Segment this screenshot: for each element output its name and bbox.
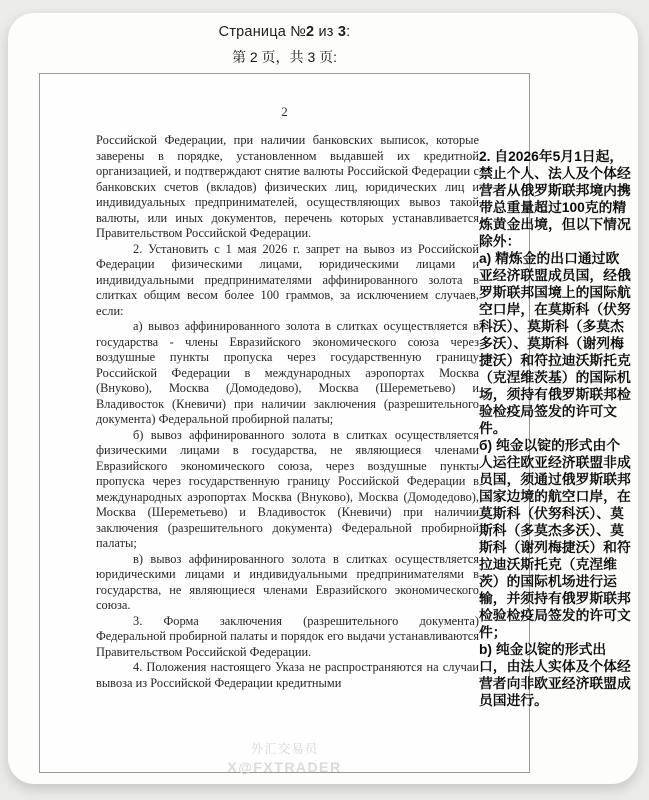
watermark-channel-name: 外汇交易员 (250, 742, 319, 756)
annotation-paragraph-2: 2. 自2026年5月1日起，禁止个人、法人及个体经营者从俄罗斯联邦境内携带总重量超过100克的精炼黄金出境，但以下情况除外： (479, 149, 631, 249)
page-indicator-ru-colon: : (346, 24, 351, 40)
page-indicator-header (39, 24, 530, 67)
annotation-paragraph-a: a) 精炼金的出口通过欧亚经济联盟成员国，经俄罗斯联邦国境上的国际航空口岸，在莫斯科（伏努科沃）、莫斯科（多莫杰多沃）、莫斯科（谢列梅捷沃）和符拉迪沃斯托克（克涅维茨基）的国际机场，须持有俄罗斯联邦检验检疫局签发的许可文件。 (479, 251, 631, 436)
page-indicator-ru-total: 3 (337, 24, 347, 40)
page-indicator-chinese: 第 2 页，共 3 页: (231, 49, 338, 65)
russian-paragraph-item-v: в) вывоз аффинированного золота в слитках осуществляется юридическими лицами и индивидуальными предпринимателями в государства, не являющиеся членами Евразийского экономического союза. (96, 551, 479, 612)
annotation-paragraph-b-cyrillic: б) 纯金以锭的形式由个人运往欧亚经济联盟非成员国，须通过俄罗斯联邦国家边境的航空口岸，在莫斯科（伏努科沃）、莫斯科（多莫杰多沃）、莫斯科（谢列梅捷沃）和符拉迪沃斯托克（克涅维茨）的国际机场进行运输，并须持有俄罗斯联邦检验检疫局签发的许可文件； (479, 438, 631, 640)
russian-document-text (96, 133, 479, 691)
document-page (39, 73, 530, 773)
russian-paragraph-item-3: 3. Форма заключения (разрешительного документа) Федеральной пробирной палаты и порядок его выдачи устанавливаются Правительством Российской Федерации. (96, 613, 479, 659)
russian-paragraph-continuation: Российской Федерации, при наличии банковских выписок, которые заверены в порядке, установленном выдавшей их кредитной организацией, и подтверждают снятие валюты Российской Федерации с банковских счетов (вкладов) физических лиц, юридических лиц и индивидуальных предпринимателей, осуществляющих вывоз такой валюты, или иных документов, перечень которых устанавливается Правительством Российской Федерации. (96, 133, 479, 240)
annotation-paragraph-b-latin: b) 纯金以锭的形式出口，由法人实体及个体经营者向非欧亚经济联盟成员国进行。 (479, 642, 631, 708)
page-indicator-ru-of: из (314, 24, 338, 40)
page-indicator-ru-prefix: Страница № (218, 24, 306, 40)
page-indicator-russian (39, 24, 530, 40)
watermark (40, 743, 529, 775)
russian-paragraph-item-a: а) вывоз аффинированного золота в слитках осуществляется в государства - члены Евразийского экономического союза через воздушные пункты пропуска через государственную границу Российской Федерации в международных аэропортах Москва (Внуково), Москва (Домодедово), Москва (Шереметьево) и Владивосток (Кневичи) при наличии заключения (разрешительного документа) Федеральной пробирной палаты; (96, 319, 479, 426)
document-page-number: 2 (281, 104, 288, 119)
watermark-handle: X@FXTRADER (227, 758, 342, 775)
page-indicator-ru-current: 2 (305, 24, 315, 40)
russian-paragraph-item-b: б) вывоз аффинированного золота в слитках осуществляется физическими лицами в государства, не являющиеся членами Евразийского экономического союза, через воздушные пункты пропуска через государственную границу Российской Федерации в международных аэропортах Москва (Внуково), Москва (Домодедово), Москва (Шереметьево) и Владивосток (Кневичи) при наличии заключения (разрешительного документа) Федеральной пробирной палаты; (96, 427, 479, 550)
chinese-translation-annotation (479, 148, 633, 709)
russian-paragraph-item-2: 2. Установить с 1 мая 2026 г. запрет на вывоз из Российской Федерации физическими лицами, юридическими лицами и индивидуальными предпринимателями аффинированного золота в слитках общим весом более 100 граммов, за исключением случаев, если: (96, 241, 479, 318)
russian-paragraph-item-4: 4. Положения настоящего Указа не распространяются на случаи вывоза из Российской Федерации кредитными (96, 660, 479, 690)
